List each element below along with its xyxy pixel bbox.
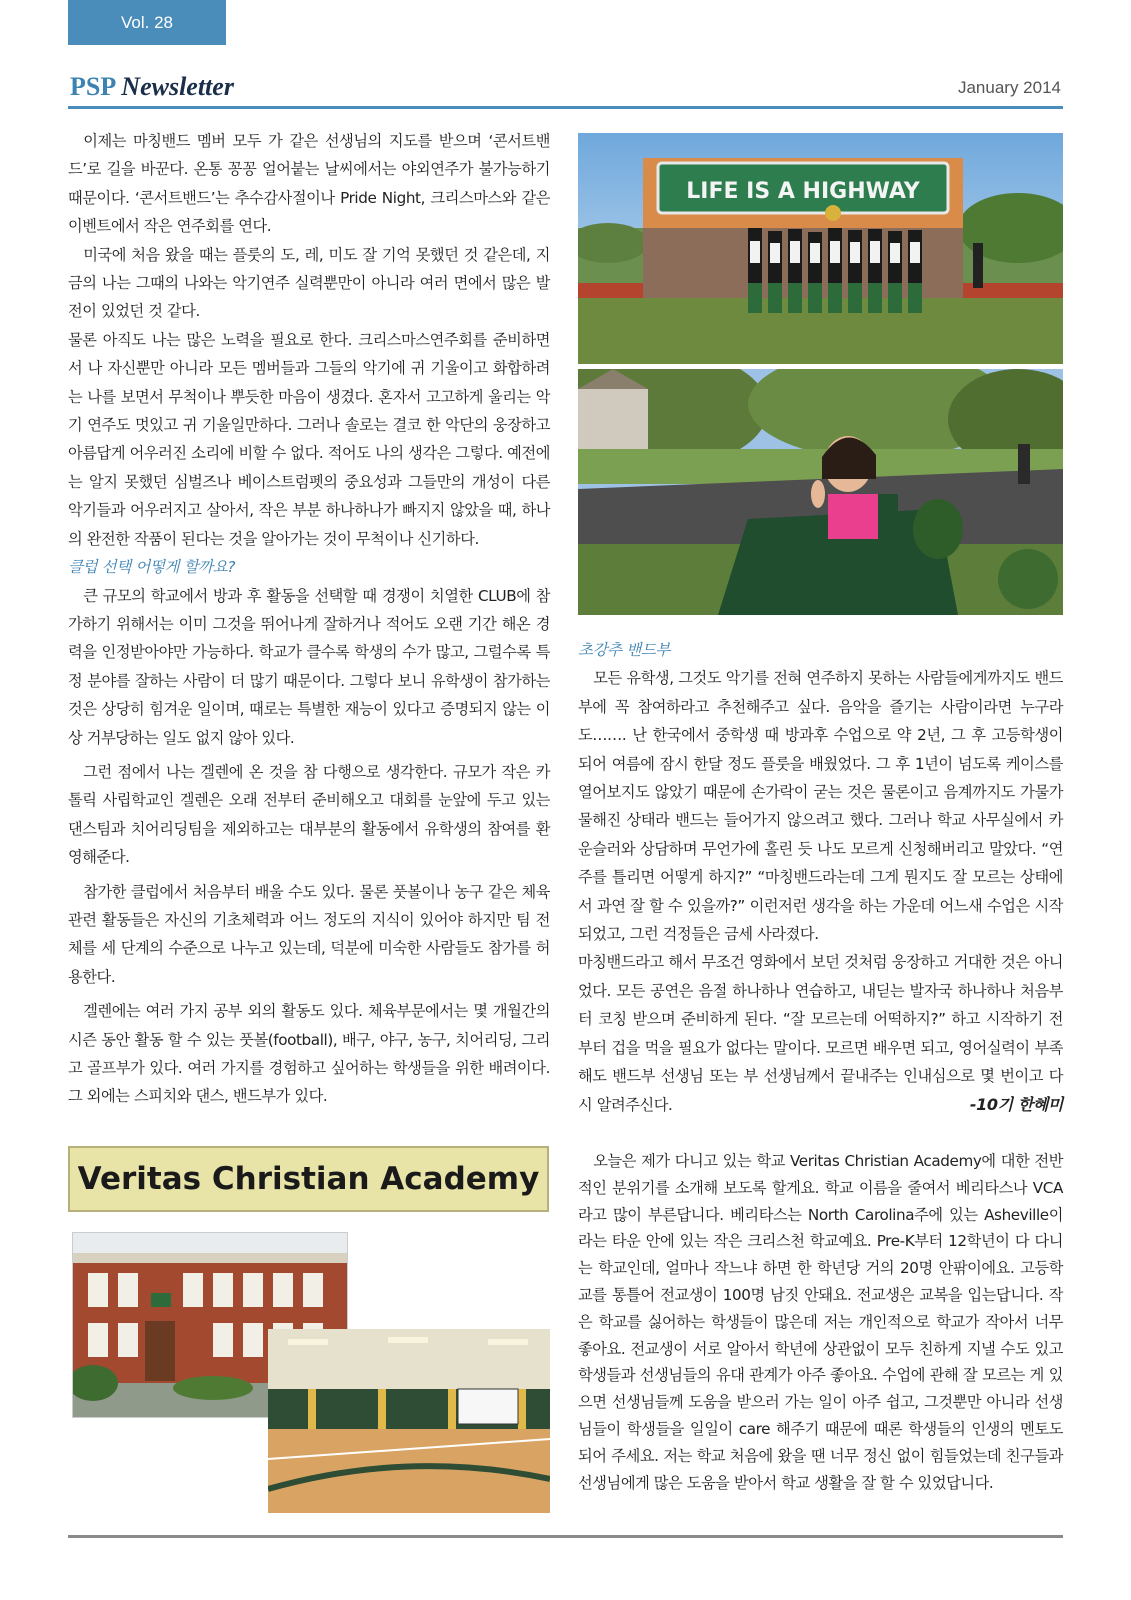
brand-newsletter: Newsletter [121,72,234,101]
club-subheading: 클럽 선택 어떻게 할까요? [68,558,236,577]
footer-divider [68,1535,1063,1538]
issue-date: January 2014 [957,78,1061,97]
right-paragraph-1: 모든 유학생, 그것도 악기를 전혀 연주하지 못하는 사람들에게까지도 밴드부에 꼭 참여하라고 추천해주고 싶다. 음악을 즐기는 사람이라면 누구라도……. 난 한국에서 중학생 때 방과후 수업으로 약 2년, 그 후 고등학생이 되어 여름에 잠시 한달 정도 플룻을 배웠었다. 그 후 1년이 넘도록 케이스를 열어보지도 않았기 때문에 손가락이 굳는 것은 물론이고 음계까지도 가물가물해진 상태라 밴드는 들어가지 않으려고 했다. 그러나 학교 사무실에서 카운슬러와 상담하며 무언가에 홀린 듯 나도 모르게 신청해버리고 말았다. “연주를 틀리면 어떻게 하지?” “마칭밴드라는데 그게 뭔지도 잘 모르는 상태에서 과연 잘 할 수 있을까?” 이런저런 생각을 하는 가운데 어느새 수업은 시작되었고, 그런 걱정들은 금세 사라졌다. [578,669,1063,944]
left-paragraph-1: 이제는 마칭밴드 멤버 모두 가 같은 선생님의 지도를 받으며 ‘콘서트밴드’로 길을 바꾼다. 온통 꽁꽁 얼어붙는 날씨에서는 야외연주가 불가능하기 때문이다. ‘콘서트밴드’는 추수감사절이나 Pride Night, 크리스마스와 같은 이벤트에서 작은 연주회를 연다. [68,132,550,236]
band-subheading: 초강추 밴드부 [578,641,670,659]
right-paragraph-2-text: 마칭밴드라고 해서 무조건 영화에서 보던 것처럼 웅장하고 거대한 것은 아니었다. 모든 공연은 음절 하나하나 연습하고, 내딛는 발자국 하나하나 처음부터 코칭 받으며 준비하게 된다. “잘 모르는데 어떡하지?” 하고 시작하기 전부터 겁을 먹을 필요가 없다는 말이다. 모르면 배우면 되고, 영어실력이 부족해도 밴드부 선생님 또는 부 선생님께서 끝내주는 인내심으로 몇 번이고 다시 알려주신다. [578,953,1063,1114]
vca-article-column [578,1148,1063,1496]
right-article-column [578,636,1063,1119]
band-student-photo [578,369,1063,615]
left-paragraph-6: 참가한 클럽에서 처음부터 배울 수도 있다. 물론 풋볼이나 농구 같은 체육관련 활동들은 자신의 기초체력과 어느 정도의 지식이 있어야 하지만 팀 전체를 세 단계의 수준으로 나누고 있는데, 덕분에 미숙한 사람들도 참가를 허용한다. [68,882,550,986]
left-article-column [68,127,550,1111]
vca-banner: Veritas Christian Academy [68,1146,549,1212]
volume-tab [68,0,226,45]
vca-paragraph-1: 오늘은 제가 다니고 있는 학교 Veritas Christian Academy에 대한 전반적인 분위기를 소개해 보도록 할게요. 학교 이름을 줄여서 베리타스나 VCA라고 많이 부른답니다. 베리타스는 North Carolina주에 있는 Asheville이라는 타운 안에 있는 작은 크리스천 학교예요. Pre-K부터 12학년이 다 다니는 학교인데, 얼마나 작느냐 하면 한 학년당 거의 20명 안팎이에요. 고등학교를 통틀어 전교생이 100명 남짓 안돼요. 전교생은 교복을 입는답니다. 작은 학교를 싫어하는 학생들이 많은데 저는 개인적으로 학교가 작아서 너무 좋아요. 전교생이 서로 알아서 학년에 상관없이 모두 친하게 지낼 수도 있고 학생들과 선생님들의 유대 관계가 아주 좋아요. 수업에 관해 잘 모르는 게 있으면 선생님들께 도움을 받으러 가는 일이 아주 쉽고, 그것뿐만 아니라 선생님들이 학생들을 일일이 care 해주기 때문에 때론 학생들의 인생의 멘토도 되어 주세요. 저는 학교 처음에 왔을 땐 너무 정신 없이 힘들었는데 친구들과 선생님에게 많은 도움을 받아서 학교 생활을 잘 할 수 있었답니다. [578,1152,1063,1492]
right-paragraph-2 [578,948,1063,1118]
marching-band-photo [578,133,1063,364]
header-divider [68,106,1063,109]
left-paragraph-2: 미국에 처음 왔을 때는 플룻의 도, 레, 미도 잘 기억 못했던 것 같은데, 지금의 나는 그때의 나와는 악기연주 실력뿐만이 아니라 여러 면에서 많은 발전이 있었던 것 같다. [68,245,550,321]
highway-sign-text: LIFE IS A HIGHWAY [686,179,920,204]
author-signature: -10기 한혜미 [969,1094,1063,1114]
newsletter-brand [70,72,234,102]
volume-label: Vol. 28 [121,12,173,32]
left-paragraph-4: 큰 규모의 학교에서 방과 후 활동을 선택할 때 경쟁이 치열한 CLUB에 참가하기 위해서는 이미 그것을 뛰어나게 잘하거나 적어도 오랜 기간 해온 경력을 인정받아야만 가능하다. 학교가 클수록 학생의 수가 많고, 그럴수록 특정 분야를 잘하는 사람이 더 많기 때문이다. 그렇다 보니 유학생이 참가하는 것은 상당히 힘겨운 일이며, 때로는 특별한 재능이 있다고 증명되지 않는 이상 거부당하는 일도 없지 않아 있다. [68,586,550,747]
left-paragraph-7: 겔렌에는 여러 가지 공부 외의 활동도 있다. 체육부문에서는 몇 개월간의 시즌 동안 활동 할 수 있는 풋볼(football), 배구, 야구, 농구, 치어리딩, 그리고 골프부가 있다. 여러 가지를 경험하고 싶어하는 학생들을 위한 배려이다. 그 외에는 스피치와 댄스, 밴드부가 있다. [68,1002,550,1106]
left-paragraph-5: 그런 점에서 나는 겔렌에 온 것을 참 다행으로 생각한다. 규모가 작은 카톨릭 사립학교인 겔렌은 오래 전부터 준비해오고 대회를 눈앞에 두고 있는 댄스팀과 치어리딩팀을 제외하고는 대부분의 활동에서 유학생의 참여를 환영해준다. [68,762,550,867]
brand-psp: PSP [70,72,115,101]
gymnasium-photo [268,1329,550,1513]
left-paragraph-3: 물론 아직도 나는 많은 노력을 필요로 한다. 크리스마스연주회를 준비하면서 나 자신뿐만 아니라 모든 멤버들과 그들의 악기에 귀 기울이고 화합하려는 나를 보면서 무척이나 뿌듯한 마음이 생겼다. 혼자서 고고하게 울리는 악기 연주도 멋있고 귀 기울일만하다. 그러나 솔로는 결코 한 악단의 웅장하고 아름답게 어우러진 소리에 비할 수 없다. 적어도 나의 생각은 그렇다. 예전에는 알지 못했던 심벌즈나 베이스트럼펫의 중요성과 그들만의 개성이 다른 악기들과 어우러지고 살아서, 작은 부분 하나하나가 빠지지 않았을 때, 하나의 완전한 작품이 된다는 것을 알아가는 것이 무척이나 신기하다. [68,330,550,548]
